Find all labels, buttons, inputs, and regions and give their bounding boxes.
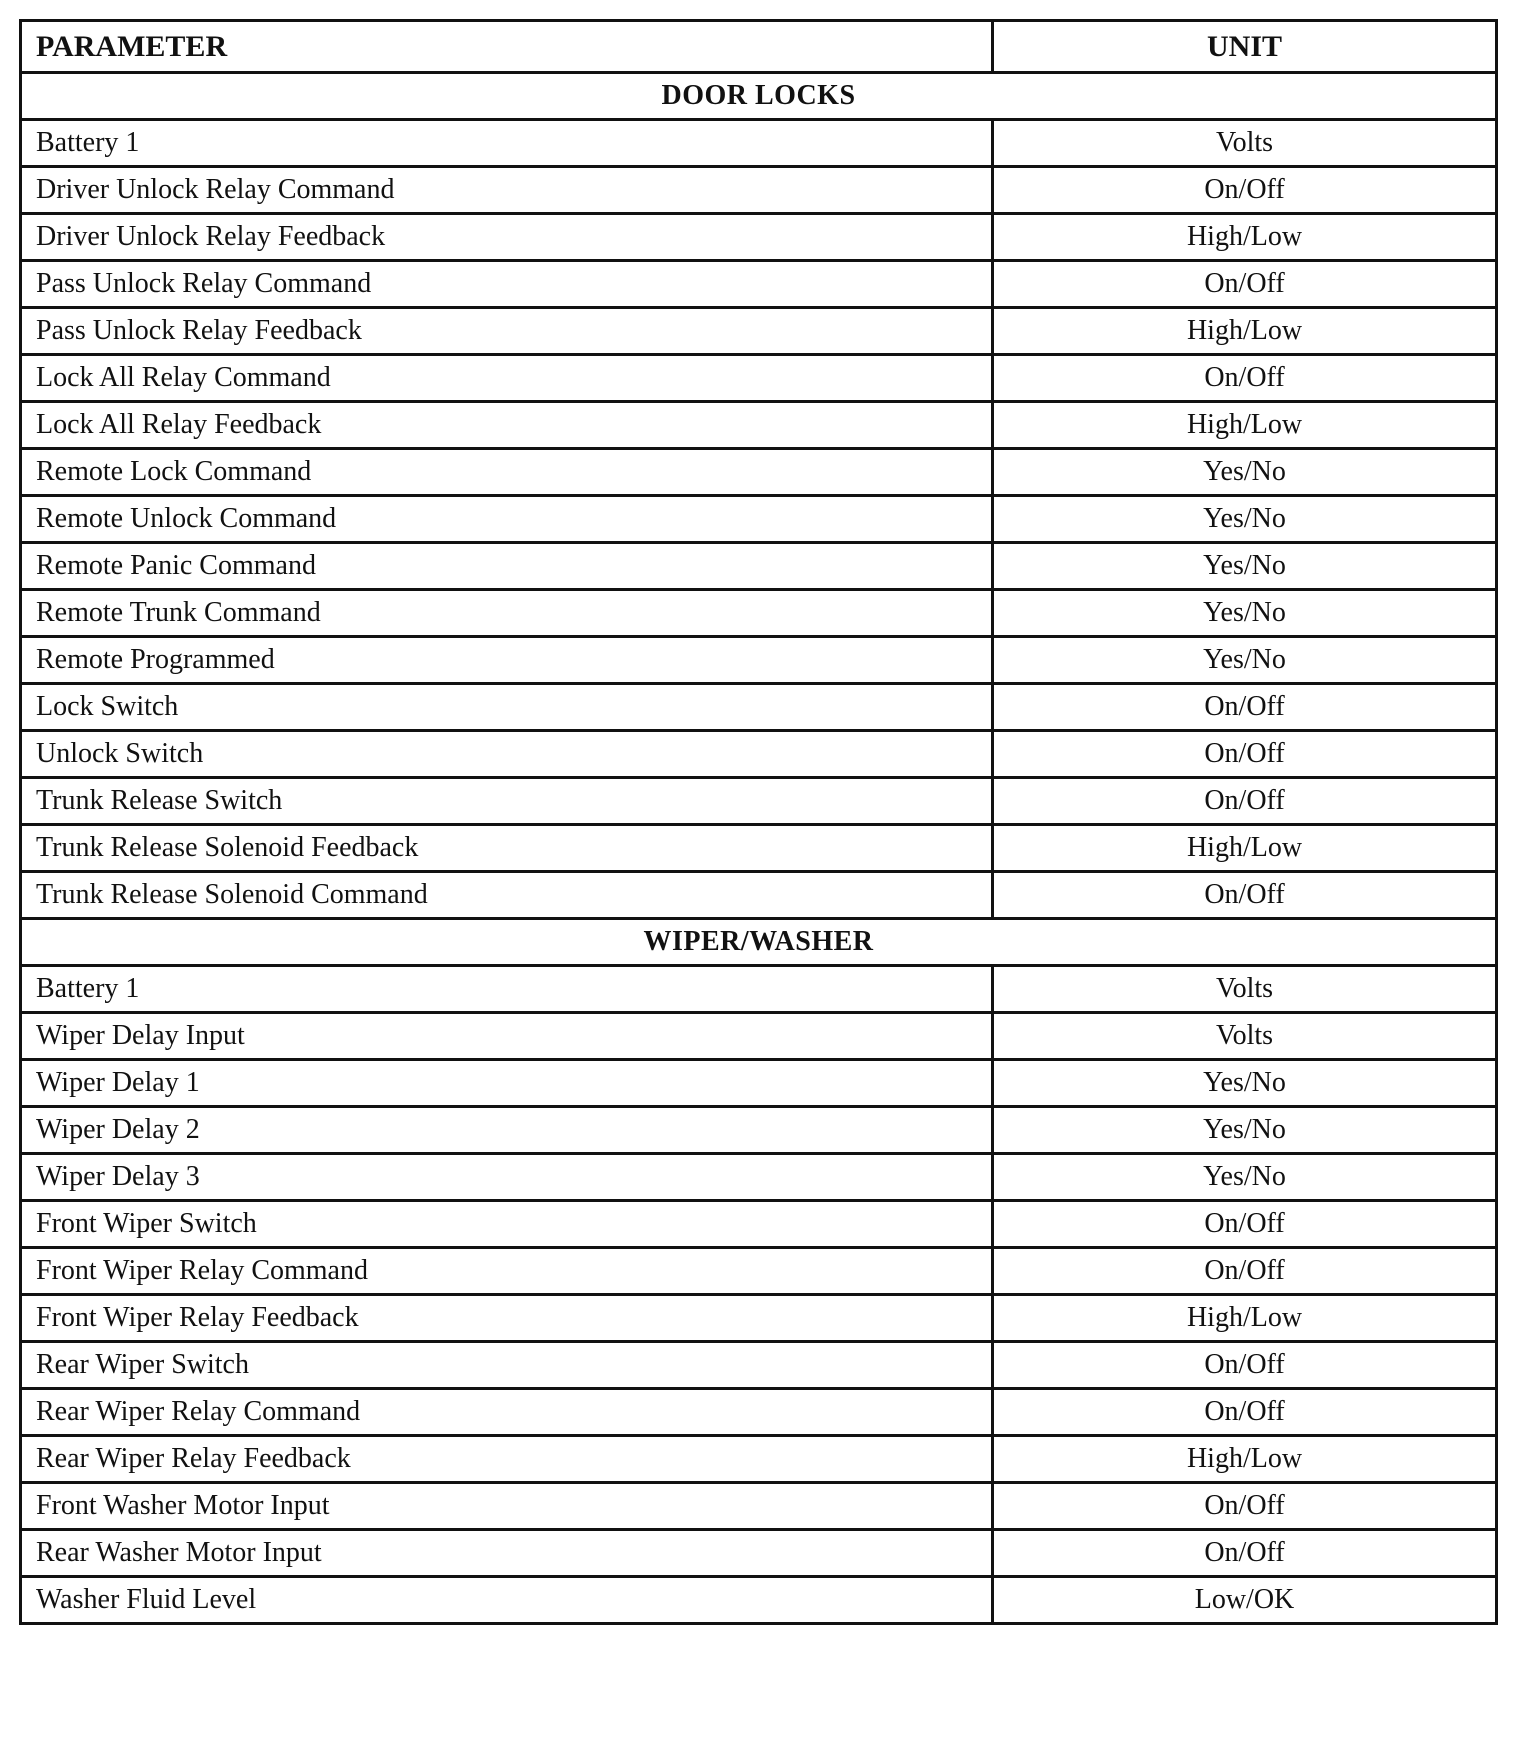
unit-cell: High/Low bbox=[993, 308, 1497, 355]
table-row bbox=[21, 778, 1497, 825]
parameter-cell: Rear Wiper Relay Feedback bbox=[21, 1436, 993, 1483]
unit-cell: Low/OK bbox=[993, 1577, 1497, 1624]
unit-cell: On/Off bbox=[993, 261, 1497, 308]
table-row bbox=[21, 1389, 1497, 1436]
table-row bbox=[21, 1154, 1497, 1201]
parameter-cell: Driver Unlock Relay Feedback bbox=[21, 214, 993, 261]
unit-cell: High/Low bbox=[993, 214, 1497, 261]
unit-cell: Yes/No bbox=[993, 590, 1497, 637]
parameter-cell: Front Wiper Relay Command bbox=[21, 1248, 993, 1295]
parameter-cell: Remote Unlock Command bbox=[21, 496, 993, 543]
table-row bbox=[21, 543, 1497, 590]
parameter-cell: Pass Unlock Relay Command bbox=[21, 261, 993, 308]
section-row bbox=[21, 919, 1497, 966]
parameter-cell: Rear Washer Motor Input bbox=[21, 1530, 993, 1577]
table-row bbox=[21, 966, 1497, 1013]
unit-cell: On/Off bbox=[993, 778, 1497, 825]
parameter-cell: Lock All Relay Command bbox=[21, 355, 993, 402]
table-row bbox=[21, 1248, 1497, 1295]
unit-cell: Volts bbox=[993, 1013, 1497, 1060]
header-parameter: PARAMETER bbox=[21, 21, 993, 73]
table-row bbox=[21, 1107, 1497, 1154]
table-row bbox=[21, 308, 1497, 355]
unit-cell: On/Off bbox=[993, 167, 1497, 214]
parameter-cell: Front Wiper Relay Feedback bbox=[21, 1295, 993, 1342]
table-row bbox=[21, 261, 1497, 308]
table-body bbox=[21, 73, 1497, 1624]
table-row bbox=[21, 872, 1497, 919]
unit-cell: On/Off bbox=[993, 684, 1497, 731]
parameter-cell: Lock Switch bbox=[21, 684, 993, 731]
unit-cell: On/Off bbox=[993, 1483, 1497, 1530]
parameter-cell: Rear Wiper Switch bbox=[21, 1342, 993, 1389]
parameter-cell: Front Wiper Switch bbox=[21, 1201, 993, 1248]
table-row bbox=[21, 1013, 1497, 1060]
parameter-cell: Trunk Release Switch bbox=[21, 778, 993, 825]
table-row bbox=[21, 167, 1497, 214]
table-row bbox=[21, 1060, 1497, 1107]
parameter-cell: Battery 1 bbox=[21, 966, 993, 1013]
unit-cell: High/Low bbox=[993, 402, 1497, 449]
table-row bbox=[21, 637, 1497, 684]
table-row bbox=[21, 684, 1497, 731]
parameter-cell: Lock All Relay Feedback bbox=[21, 402, 993, 449]
table-row bbox=[21, 1436, 1497, 1483]
table-row bbox=[21, 402, 1497, 449]
section-title: WIPER/WASHER bbox=[21, 919, 1497, 966]
parameter-cell: Remote Trunk Command bbox=[21, 590, 993, 637]
section-row bbox=[21, 73, 1497, 120]
unit-cell: Yes/No bbox=[993, 1107, 1497, 1154]
table-row bbox=[21, 1577, 1497, 1624]
table-row bbox=[21, 1342, 1497, 1389]
unit-cell: On/Off bbox=[993, 872, 1497, 919]
header-unit: UNIT bbox=[993, 21, 1497, 73]
unit-cell: Yes/No bbox=[993, 1154, 1497, 1201]
unit-cell: Yes/No bbox=[993, 496, 1497, 543]
table-header bbox=[21, 21, 1497, 73]
table-row bbox=[21, 496, 1497, 543]
table-row bbox=[21, 731, 1497, 778]
parameter-cell: Trunk Release Solenoid Feedback bbox=[21, 825, 993, 872]
parameter-cell: Wiper Delay 3 bbox=[21, 1154, 993, 1201]
unit-cell: Yes/No bbox=[993, 637, 1497, 684]
unit-cell: Volts bbox=[993, 966, 1497, 1013]
table-row bbox=[21, 825, 1497, 872]
parameter-table bbox=[19, 19, 1498, 1625]
unit-cell: Yes/No bbox=[993, 1060, 1497, 1107]
header-row bbox=[21, 21, 1497, 73]
section-title: DOOR LOCKS bbox=[21, 73, 1497, 120]
parameter-cell: Wiper Delay 2 bbox=[21, 1107, 993, 1154]
parameter-cell: Wiper Delay 1 bbox=[21, 1060, 993, 1107]
unit-cell: Yes/No bbox=[993, 449, 1497, 496]
table-row bbox=[21, 214, 1497, 261]
parameter-cell: Unlock Switch bbox=[21, 731, 993, 778]
parameter-cell: Remote Lock Command bbox=[21, 449, 993, 496]
unit-cell: On/Off bbox=[993, 731, 1497, 778]
table-row bbox=[21, 1295, 1497, 1342]
table-row bbox=[21, 1530, 1497, 1577]
table-row bbox=[21, 449, 1497, 496]
table-row bbox=[21, 355, 1497, 402]
unit-cell: On/Off bbox=[993, 1389, 1497, 1436]
parameter-cell: Rear Wiper Relay Command bbox=[21, 1389, 993, 1436]
parameter-cell: Front Washer Motor Input bbox=[21, 1483, 993, 1530]
parameter-cell: Remote Programmed bbox=[21, 637, 993, 684]
table-row bbox=[21, 590, 1497, 637]
unit-cell: Yes/No bbox=[993, 543, 1497, 590]
parameter-cell: Pass Unlock Relay Feedback bbox=[21, 308, 993, 355]
unit-cell: On/Off bbox=[993, 1201, 1497, 1248]
unit-cell: On/Off bbox=[993, 1530, 1497, 1577]
parameter-cell: Driver Unlock Relay Command bbox=[21, 167, 993, 214]
parameter-cell: Wiper Delay Input bbox=[21, 1013, 993, 1060]
parameter-cell: Remote Panic Command bbox=[21, 543, 993, 590]
table-row bbox=[21, 1201, 1497, 1248]
parameter-cell: Trunk Release Solenoid Command bbox=[21, 872, 993, 919]
unit-cell: High/Low bbox=[993, 1295, 1497, 1342]
table-row bbox=[21, 120, 1497, 167]
unit-cell: On/Off bbox=[993, 1342, 1497, 1389]
unit-cell: On/Off bbox=[993, 355, 1497, 402]
table-row bbox=[21, 1483, 1497, 1530]
unit-cell: High/Low bbox=[993, 825, 1497, 872]
unit-cell: High/Low bbox=[993, 1436, 1497, 1483]
parameter-cell: Battery 1 bbox=[21, 120, 993, 167]
parameter-cell: Washer Fluid Level bbox=[21, 1577, 993, 1624]
unit-cell: Volts bbox=[993, 120, 1497, 167]
unit-cell: On/Off bbox=[993, 1248, 1497, 1295]
